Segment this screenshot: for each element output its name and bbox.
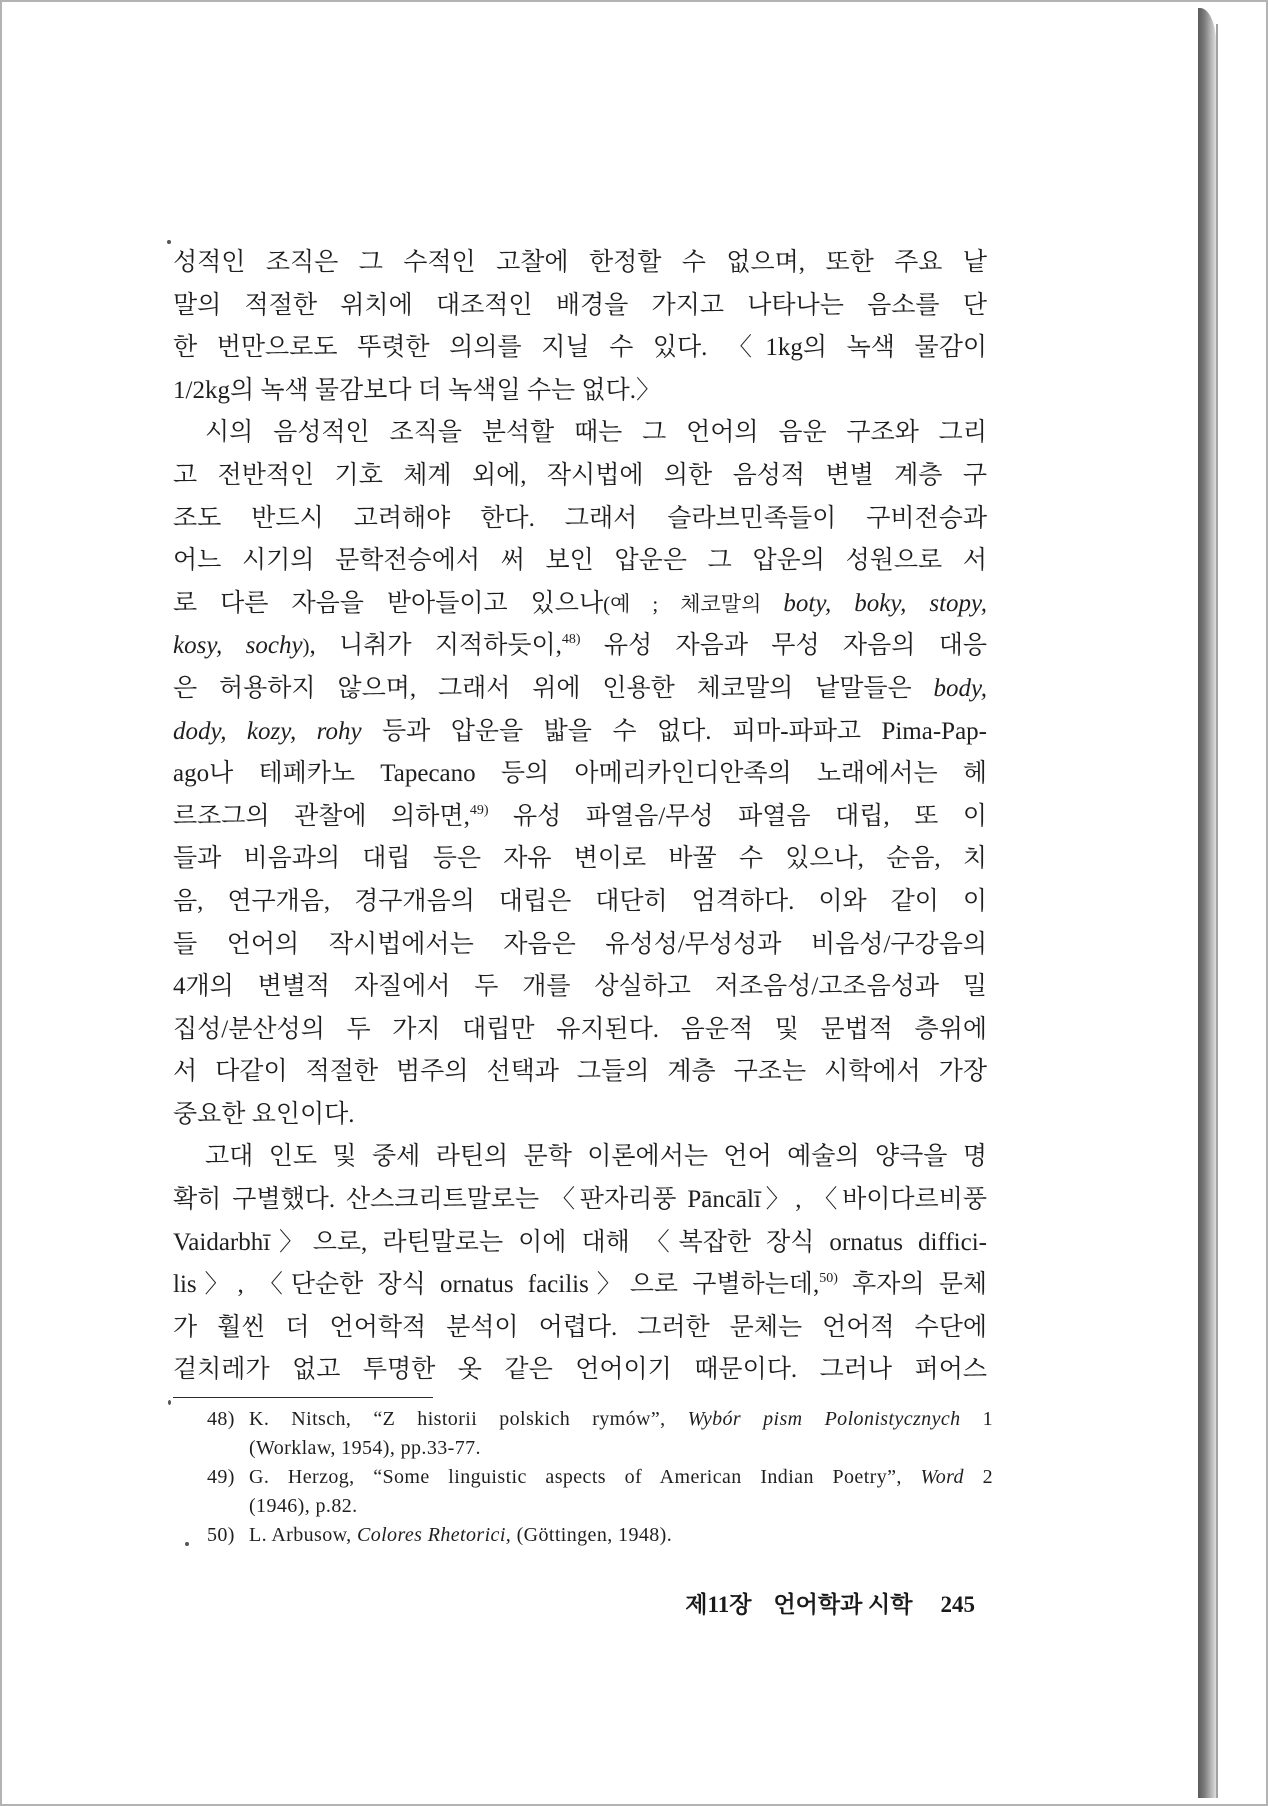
text-line [173, 540, 987, 583]
text-run: 들 언어의 작시법에서는 자음은 유성성/무성성과 비음성/구강음의 [173, 930, 987, 958]
text-run: 1 [960, 1408, 993, 1430]
text-run: 확히 구별했다. 산스크리트말로는 〈판자리풍 Pāncālī〉, 〈바이다르비풍 [173, 1186, 987, 1214]
text-run: 르조그의 관찰에 의하면, [173, 802, 470, 830]
text-run: 조도 반드시 고려해야 한다. 그래서 슬라브민족들이 구비전승과 [173, 504, 987, 532]
text-run: 들과 비음과의 대립 등은 자유 변이로 바꿀 수 있으나, 순음, 치 [173, 845, 987, 873]
footnote-rule [173, 1397, 433, 1398]
text-line [173, 966, 987, 1009]
footnote-number: 50) [207, 1524, 235, 1546]
scan-speck [185, 1542, 189, 1546]
text-run: Colores Rhetorici, [356, 1524, 512, 1546]
text-line [173, 1009, 987, 1052]
text-line [173, 668, 987, 711]
footnotes [207, 1405, 993, 1550]
footnote [207, 1405, 993, 1463]
footnote-line [207, 1405, 993, 1434]
text-line [173, 285, 987, 328]
text-run: (Worklaw, 1954), pp.33-77. [249, 1437, 481, 1459]
text-run: L. Arbusow, [249, 1524, 357, 1546]
text-run: Vaidarbhī〉으로, 라틴말로는 이에 대해 〈복잡한 장식 ornatus diffici- [173, 1228, 987, 1256]
text-run: dody, kozy, rohy [173, 717, 362, 745]
footnote-text [249, 1405, 993, 1434]
text-run: Word [920, 1466, 964, 1488]
footnote-reference: 50) [819, 1271, 838, 1287]
text-run: 시의 음성적인 조직을 분석할 때는 그 언어의 음운 구조와 그리 [205, 419, 987, 447]
body-text [173, 242, 987, 1392]
text-run: 1/2kg의 녹색 물감보다 더 녹색일 수는 없다.〉 [173, 376, 661, 404]
text-line [173, 1349, 987, 1392]
text-line [173, 625, 987, 668]
text-line [173, 327, 987, 370]
text-run: 집성/분산성의 두 가지 대립만 유지된다. 음운적 및 문법적 층위에 [173, 1015, 987, 1043]
footnote-line [207, 1492, 993, 1521]
text-line [173, 1264, 987, 1307]
text-run: 음, 연구개음, 경구개음의 대립은 대단히 엄격하다. 이와 같이 이 [173, 887, 987, 915]
scan-speck [167, 240, 171, 244]
footnote [207, 1521, 993, 1550]
text-line [173, 583, 987, 626]
footnote-text [249, 1521, 993, 1550]
text-run: 말의 적절한 위치에 대조적인 배경을 가지고 나타나는 음소를 단 [173, 291, 987, 319]
text-run: 로 다른 자음을 받아들이고 있으나 [173, 589, 604, 617]
text-line [173, 498, 987, 541]
text-line [173, 370, 987, 413]
text-run: 겉치레가 없고 투명한 옷 같은 언어이기 때문이다. 그러나 퍼어스 [173, 1356, 987, 1384]
page-number: 245 [940, 1592, 975, 1617]
text-line [173, 711, 987, 754]
page-edge-shadow [1198, 8, 1216, 1798]
text-run: body, [933, 674, 987, 702]
footnote-number: 49) [207, 1466, 235, 1488]
text-run: 후자의 문체 [837, 1271, 987, 1299]
text-line [173, 1222, 987, 1265]
text-line [173, 1094, 987, 1137]
text-run: (1946), p.82. [249, 1495, 358, 1517]
text-run: 가 훨씬 더 언어학적 분석이 어렵다. 그러한 문체는 언어적 수단에 [173, 1313, 987, 1341]
scan-speck [168, 1400, 171, 1405]
paragraph [173, 242, 987, 412]
text-run: (Göttingen, 1948). [511, 1524, 673, 1546]
text-run: lis〉, 〈단순한 장식 ornatus facilis〉으로 구별하는데, [173, 1271, 820, 1299]
text-line [173, 1051, 987, 1094]
text-run: K. Nitsch, “Z historii polskich rymów”, [249, 1408, 688, 1430]
footnote [207, 1463, 993, 1521]
text-run: 한 번만으로도 뚜렷한 의의를 지닐 수 있다. 〈1kg의 녹색 물감이 [173, 334, 987, 362]
text-line [173, 1136, 987, 1179]
text-line [173, 242, 987, 285]
text-run: ago나 테페카노 Tapecano 등의 아메리카인디안족의 노래에서는 헤 [173, 760, 987, 788]
text-run: 고대 인도 및 중세 라틴의 문학 이론에서는 언어 예술의 양극을 명 [205, 1143, 987, 1171]
running-footer [685, 1586, 975, 1619]
footnote-number: 48) [207, 1408, 235, 1430]
text-run: , 니취가 지적하듯이, [309, 632, 562, 660]
text-line [173, 796, 987, 839]
footnote-text [249, 1463, 993, 1492]
text-run: 중요한 요인이다. [173, 1100, 355, 1128]
chapter-title: 언어학과 시학 [773, 1592, 913, 1617]
text-run: 성적인 조직은 그 수적인 고찰에 한정할 수 없으며, 또한 주요 낱 [173, 249, 987, 276]
footnote-text [249, 1434, 993, 1463]
text-line [173, 412, 987, 455]
text-run: 4개의 변별적 자질에서 두 개를 상실하고 저조음성/고조음성과 밀 [173, 973, 987, 1001]
text-run: boty, boky, stopy, [783, 589, 987, 617]
text-run: 은 허용하지 않으며, 그래서 위에 인용한 체코말의 낱말들은 [173, 674, 934, 702]
paragraph [173, 1136, 987, 1392]
text-run: ) [302, 634, 310, 659]
text-run: 고 전반적인 기호 체계 외에, 작시법에 의한 음성적 변별 계층 구 [173, 461, 987, 489]
footnote-line [207, 1521, 993, 1550]
text-run: 2 [963, 1466, 993, 1488]
text-run: 어느 시기의 문학전승에서 써 보인 압운은 그 압운의 성원으로 서 [173, 547, 987, 575]
text-line [173, 881, 987, 924]
text-run: G. Herzog, “Some linguistic aspects of American Indian Poetry”, [249, 1466, 921, 1488]
footnote-line [207, 1463, 993, 1492]
text-line [173, 1179, 987, 1222]
footnote-hanging-indent [207, 1434, 249, 1463]
text-line [173, 753, 987, 796]
text-line [173, 924, 987, 967]
paragraph [173, 412, 987, 1136]
page-edge-line [1216, 24, 1218, 1798]
text-run: 유성 자음과 무성 자음의 대응 [580, 632, 988, 660]
text-line [173, 838, 987, 881]
text-run: 서 다같이 적절한 범주의 선택과 그들의 계층 구조는 시학에서 가장 [173, 1058, 987, 1086]
footnote-text [249, 1492, 993, 1521]
text-run: 등과 압운을 밟을 수 없다. 피마-파파고 Pima-Pap- [361, 717, 988, 745]
footnote-reference: 49) [469, 802, 489, 818]
text-line [173, 455, 987, 498]
chapter-label: 제11장 [685, 1592, 752, 1617]
text-run: kosy, sochy [173, 632, 303, 660]
text-run: 유성 파열음/무성 파열음 대립, 또 이 [488, 802, 987, 830]
footnote-reference: 48) [561, 632, 581, 648]
text-run: Wybór pism Polonistycznych [687, 1408, 961, 1430]
text-run: (예 ; 체코말의 [603, 591, 784, 616]
footnote-line [207, 1434, 993, 1463]
text-line [173, 1307, 987, 1350]
footnote-hanging-indent [207, 1492, 249, 1521]
